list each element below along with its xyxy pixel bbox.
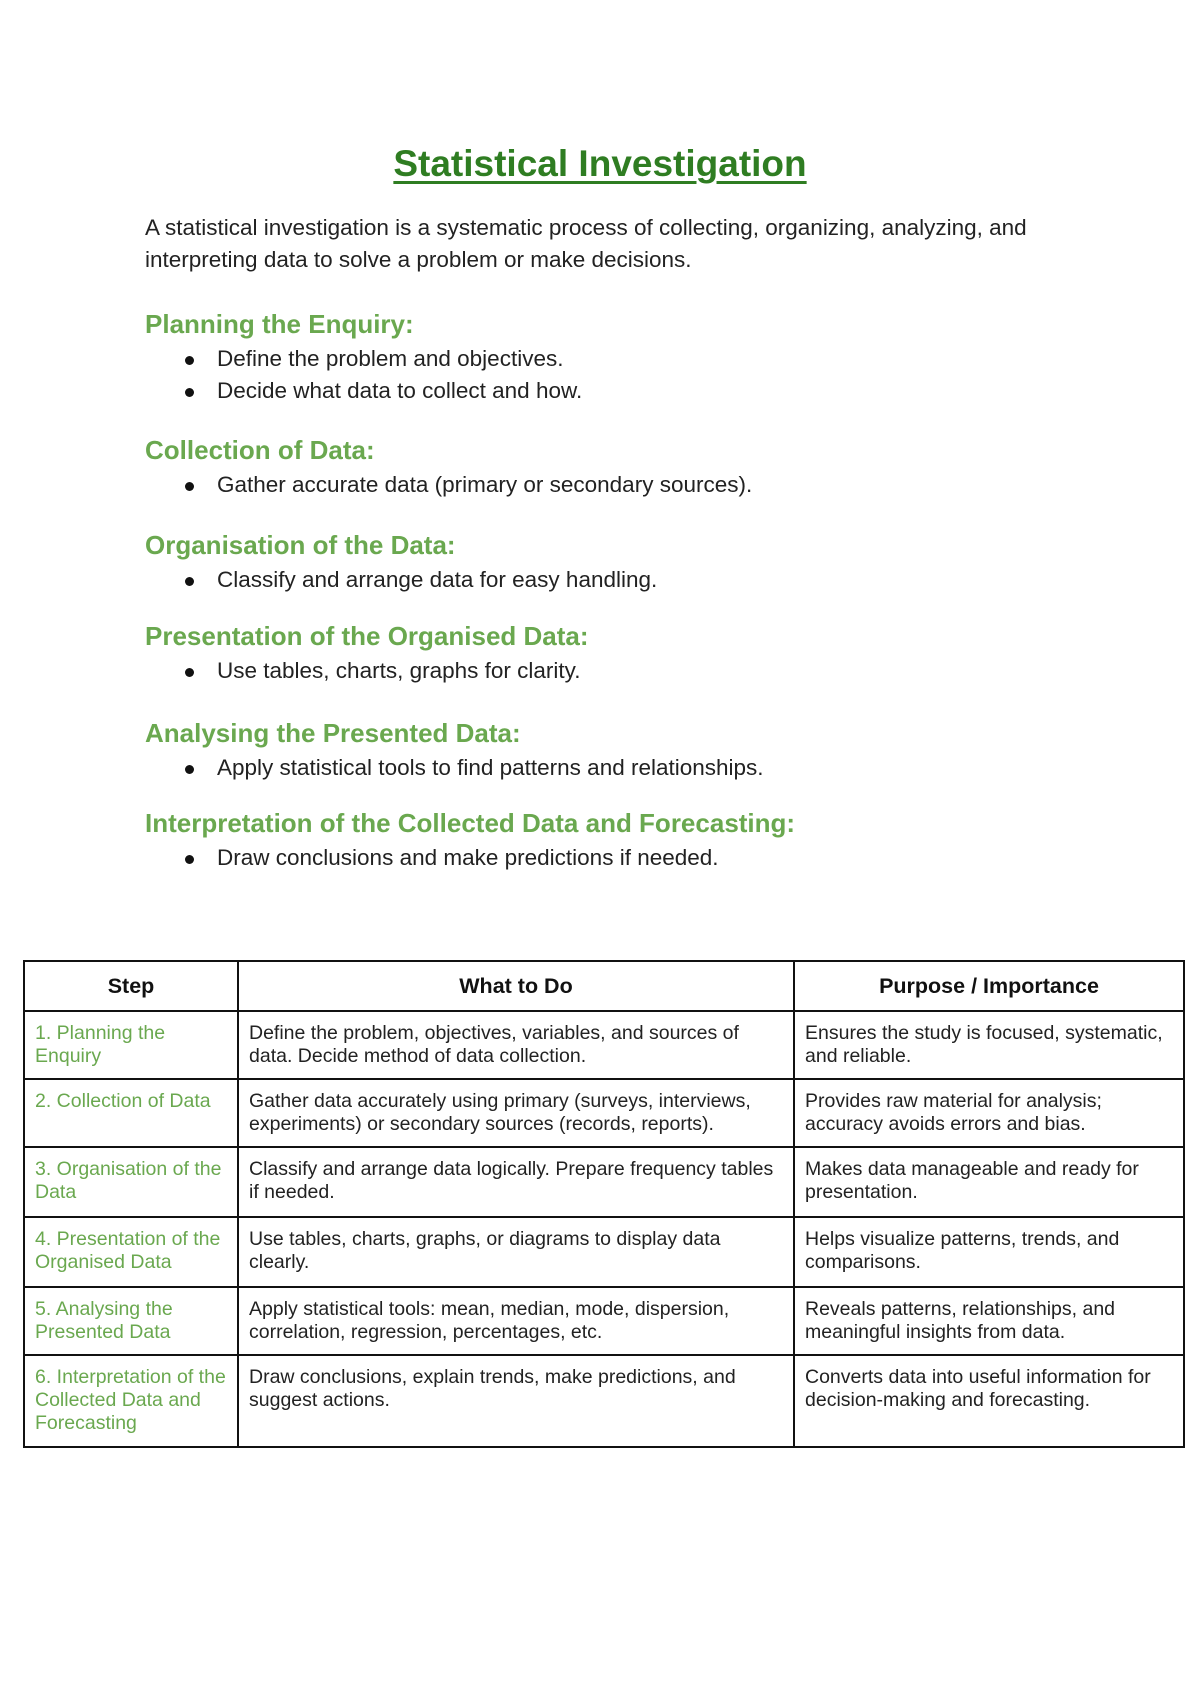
step-cell: 3. Organisation of the Data — [24, 1147, 238, 1217]
list-item-text: Draw conclusions and make predictions if needed. — [217, 845, 719, 870]
bullet-icon — [185, 668, 194, 677]
list-item — [145, 343, 1105, 375]
step-cell: 4. Presentation of the Organised Data — [24, 1217, 238, 1287]
bullet-list — [145, 469, 1105, 501]
purpose-cell: Ensures the study is focused, systematic, and reliable. — [794, 1011, 1184, 1079]
bullet-list — [145, 752, 1105, 784]
column-header-purpose: Purpose / Importance — [794, 961, 1184, 1011]
section-interpretation — [145, 804, 1105, 874]
table-row — [24, 1079, 1184, 1147]
table-row — [24, 1287, 1184, 1355]
table-row — [24, 1217, 1184, 1287]
bullet-list — [145, 343, 1105, 407]
step-cell: 2. Collection of Data — [24, 1079, 238, 1147]
column-header-what: What to Do — [238, 961, 794, 1011]
what-cell: Define the problem, objectives, variables, and sources of data. Decide method of data collection. — [238, 1011, 794, 1079]
intro-paragraph: A statistical investigation is a systematic process of collecting, organizing, analyzing, and interpreting data to solve a problem or make decisions. — [145, 215, 1027, 272]
bullet-icon — [185, 577, 194, 586]
section-planning — [145, 305, 1105, 407]
purpose-cell: Makes data manageable and ready for presentation. — [794, 1147, 1184, 1217]
list-item-text: Classify and arrange data for easy handling. — [217, 567, 658, 592]
list-item-text: Use tables, charts, graphs for clarity. — [217, 658, 581, 683]
list-item — [145, 842, 1105, 874]
purpose-cell: Converts data into useful information for decision-making and forecasting. — [794, 1355, 1184, 1447]
section-heading: Organisation of the Data: — [145, 530, 456, 560]
list-item — [145, 375, 1105, 407]
list-item — [145, 752, 1105, 784]
step-cell: 1. Planning the Enquiry — [24, 1011, 238, 1079]
bullet-icon — [185, 356, 194, 365]
step-cell: 6. Interpretation of the Collected Data and Forecasting — [24, 1355, 238, 1447]
step-cell: 5. Analysing the Presented Data — [24, 1287, 238, 1355]
what-cell: Use tables, charts, graphs, or diagrams to display data clearly. — [238, 1217, 794, 1287]
table-row — [24, 1011, 1184, 1079]
what-cell: Draw conclusions, explain trends, make predictions, and suggest actions. — [238, 1355, 794, 1447]
section-analysing — [145, 714, 1105, 784]
section-organisation — [145, 526, 1105, 596]
bullet-list — [145, 564, 1105, 596]
list-item — [145, 655, 1105, 687]
what-cell: Classify and arrange data logically. Prepare frequency tables if needed. — [238, 1147, 794, 1217]
section-heading: Planning the Enquiry: — [145, 309, 414, 339]
bullet-list — [145, 655, 1105, 687]
what-cell: Apply statistical tools: mean, median, mode, dispersion, correlation, regression, percentages, etc. — [238, 1287, 794, 1355]
bullet-icon — [185, 855, 194, 864]
list-item-text: Apply statistical tools to find patterns and relationships. — [217, 755, 764, 780]
bullet-icon — [185, 388, 194, 397]
section-presentation — [145, 617, 1105, 687]
table-row — [24, 1147, 1184, 1217]
what-cell: Gather data accurately using primary (surveys, interviews, experiments) or secondary sources (records, reports). — [238, 1079, 794, 1147]
sections-container — [145, 305, 1105, 874]
table-row — [24, 1355, 1184, 1447]
bullet-list — [145, 842, 1105, 874]
table-header-row — [24, 961, 1184, 1011]
list-item — [145, 469, 1105, 501]
section-heading: Analysing the Presented Data: — [145, 718, 521, 748]
steps-table — [23, 960, 1185, 1448]
list-item-text: Gather accurate data (primary or secondary sources). — [217, 472, 753, 497]
purpose-cell: Reveals patterns, relationships, and meaningful insights from data. — [794, 1287, 1184, 1355]
list-item-text: Decide what data to collect and how. — [217, 378, 583, 403]
purpose-cell: Provides raw material for analysis; accuracy avoids errors and bias. — [794, 1079, 1184, 1147]
section-heading: Interpretation of the Collected Data and Forecasting: — [145, 808, 796, 838]
section-collection — [145, 431, 1105, 501]
page-title: Statistical Investigation — [393, 143, 807, 184]
bullet-icon — [185, 482, 194, 491]
list-item — [145, 564, 1105, 596]
section-heading: Collection of Data: — [145, 435, 375, 465]
purpose-cell: Helps visualize patterns, trends, and comparisons. — [794, 1217, 1184, 1287]
bullet-icon — [185, 765, 194, 774]
section-heading: Presentation of the Organised Data: — [145, 621, 589, 651]
list-item-text: Define the problem and objectives. — [217, 346, 564, 371]
column-header-step: Step — [24, 961, 238, 1011]
